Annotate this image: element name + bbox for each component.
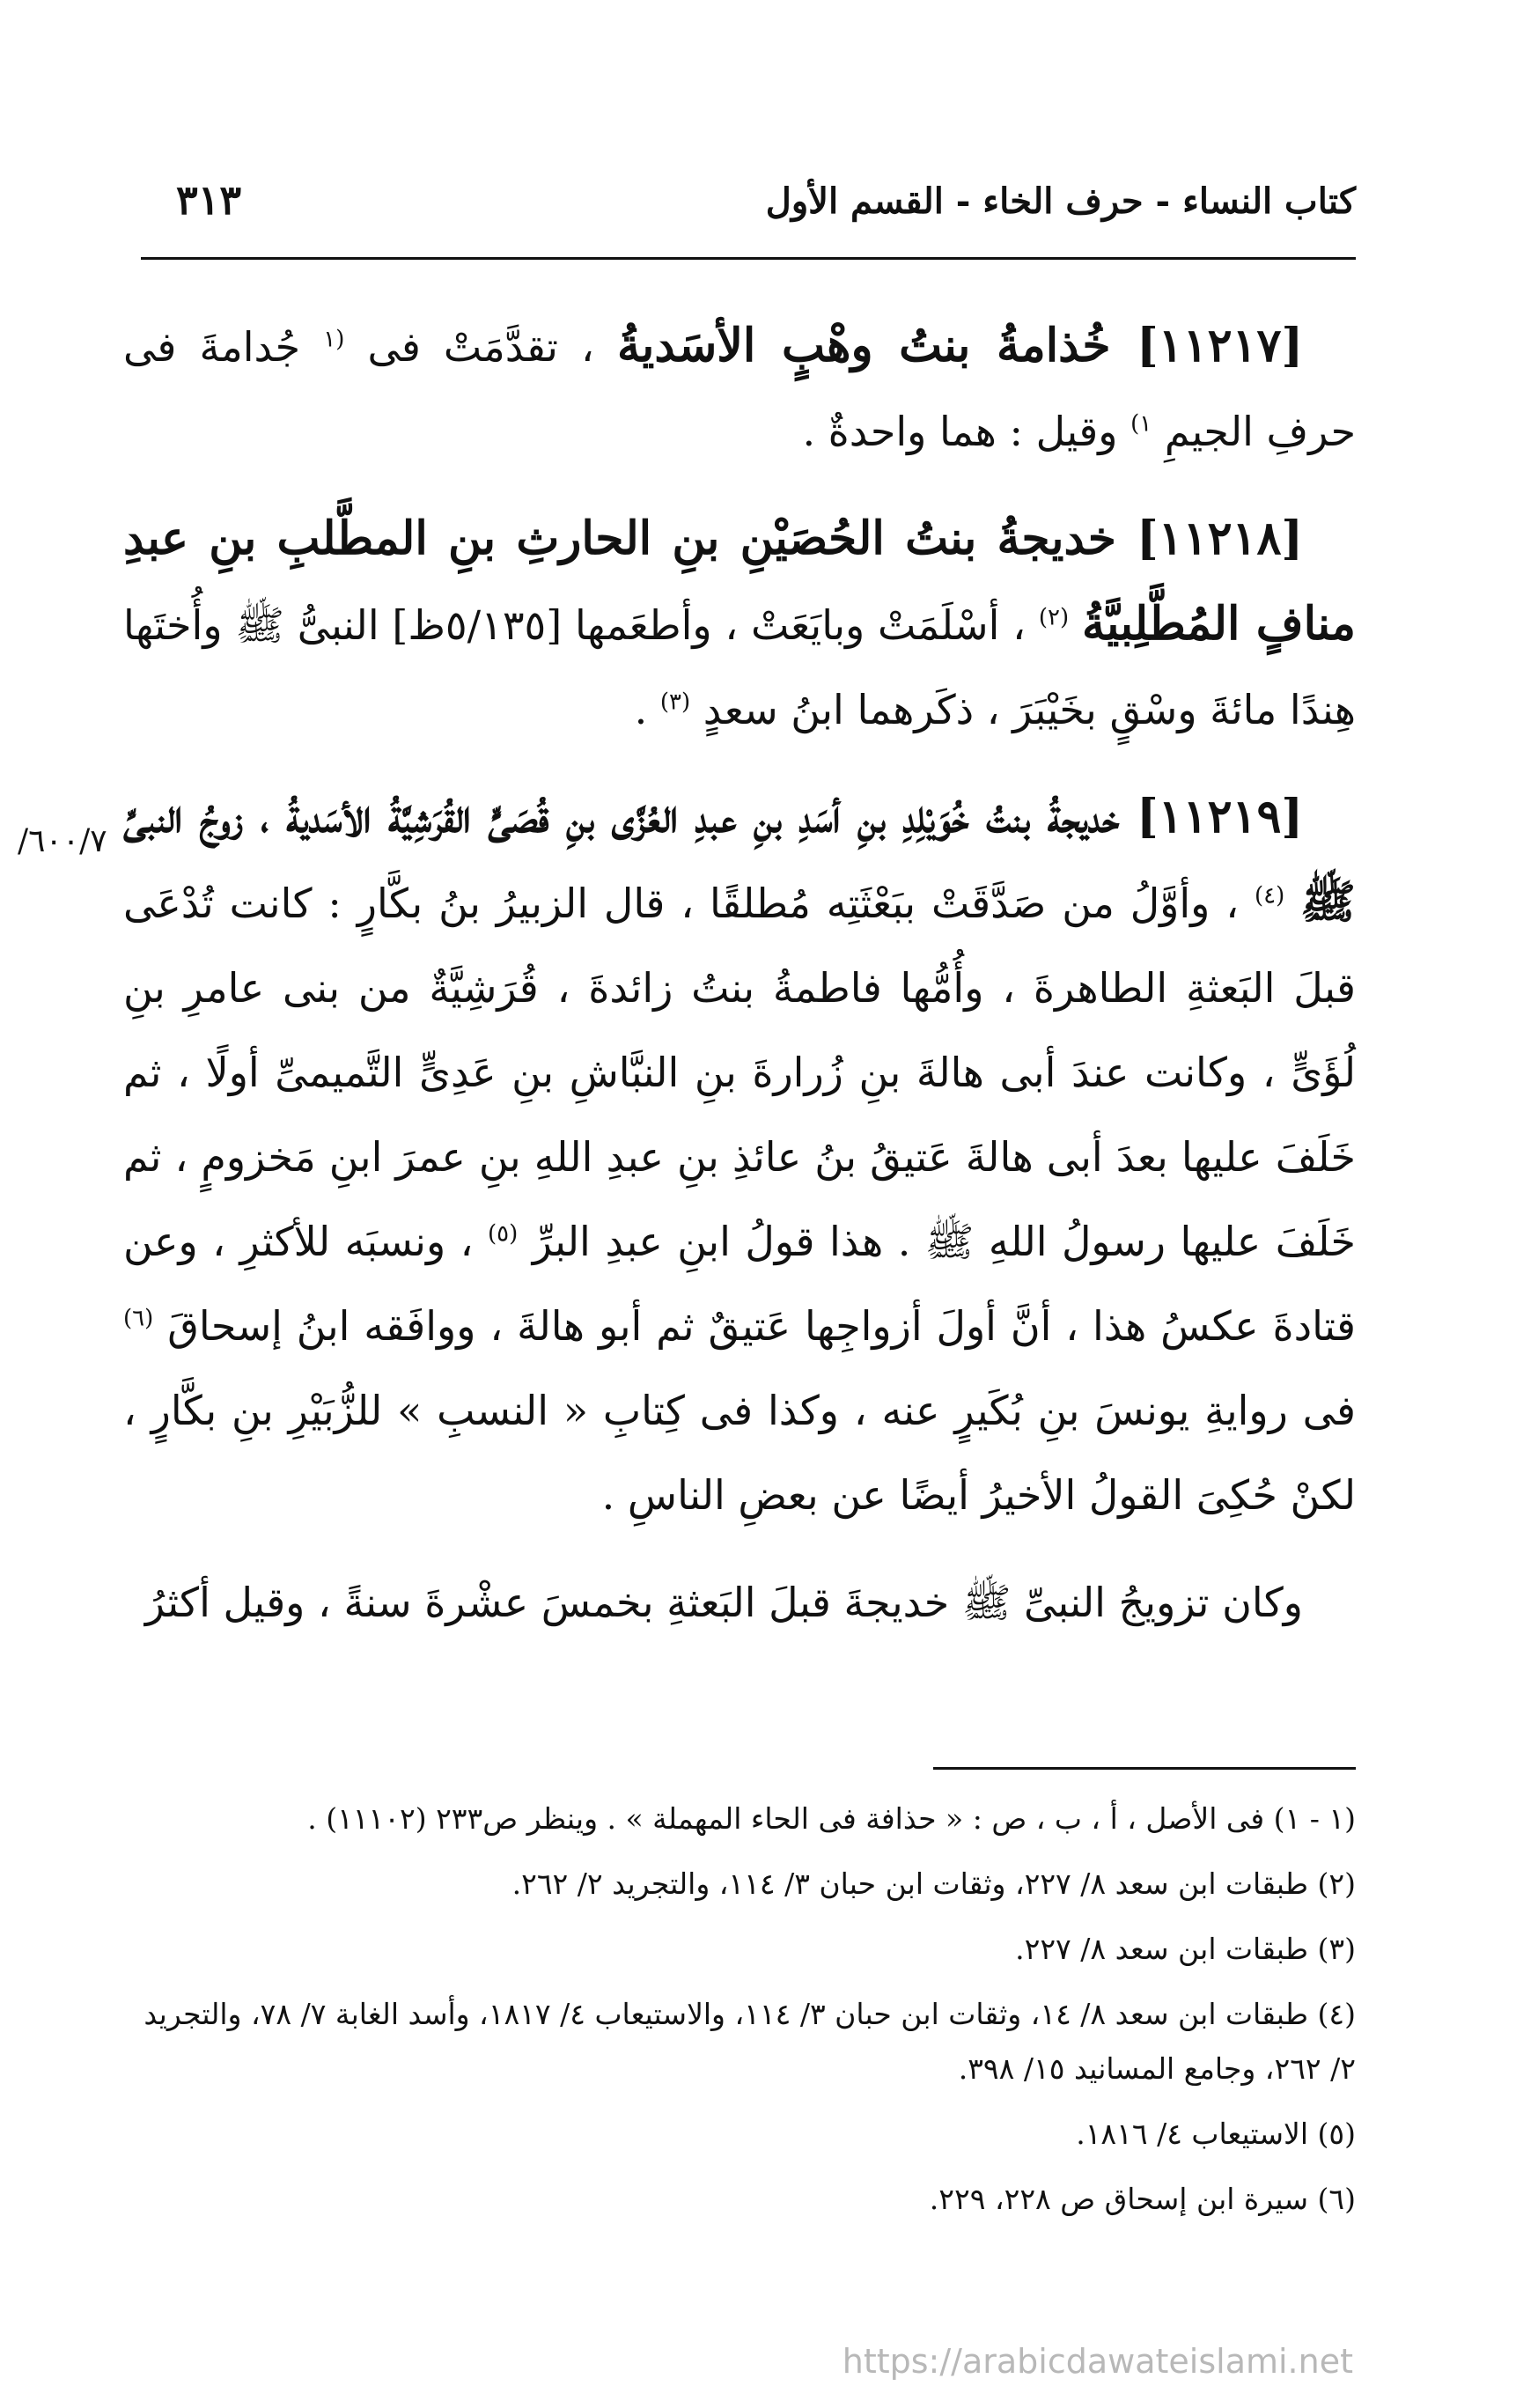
footnote-6: (٦) سيرة ابن إسحاق ص ٢٢٨، ٢٢٩. bbox=[929, 2182, 1356, 2216]
entry-text: ، أسْلَمَتْ وبايَعَتْ ، وأطعَمها [٥/١٣٥ظ] النبىُّ ﷺ وأُختَها هِندًا مائةَ وسْقٍ بخَيْبَرَ ، ذكَرهما ابنُ سعدٍ bbox=[123, 601, 1356, 733]
entry-11218 bbox=[123, 497, 1356, 752]
watermark-url: https://arabicdawateislami.net bbox=[842, 2342, 1353, 2381]
entry-text: وقيل : هما واحدةٌ . bbox=[802, 408, 1118, 455]
footnote-ref: (٢) bbox=[1038, 604, 1070, 631]
footnote-3: (٣) طبقات ابن سعد ٨/ ٢٢٧. bbox=[1015, 1932, 1356, 1966]
entry-text: ، وأوَّلُ من صَدَّقَتْ ببَعْثَتِه مُطلقًا ، قال الزبيرُ بنُ بكَّارٍ : كانت تُدْعَى قبلَ البَعثةِ الطاهرةَ ، وأُمُّها فاطمةُ بنتُ زائدةَ ، قُرَشِيَّةٌ من بنى عامرِ بنِ لُؤَىٍّ ، وكانت عندَ أبى هالةَ بنِ زُرارةَ بنِ النبَّاشِ بنِ عَدِىٍّ التَّميمىِّ أولًا ، ثم خَلَفَ عليها بعدَ أبى هالةَ عَتيقُ بنُ عائذِ بنِ عبدِ اللهِ بنِ عمرَ ابنِ مَخزومٍ ، ثم خَلَفَ عليها رسولُ اللهِ ﷺ . هذا قولُ ابنِ عبدِ البرِّ bbox=[123, 880, 1356, 1265]
footnote-5: (٥) الاستيعاب ٤/ ١٨١٦. bbox=[1076, 2117, 1356, 2151]
footnote-rule bbox=[933, 1767, 1356, 1770]
entry-text: فى روايةِ يونسَ بنِ بُكَيرٍ عنه ، وكذا فى كِتابِ « النسبِ » للزُّبَيْرِ بنِ بكَّارٍ ، لكنْ حُكِىَ القولُ الأخيرُ أيضًا عن بعضِ الناسِ . bbox=[123, 1387, 1356, 1519]
page-header bbox=[176, 172, 1356, 242]
footnote-ref: (٥) bbox=[488, 1220, 519, 1248]
entry-11217 bbox=[123, 304, 1356, 474]
entry-heading: [١١٢١٧] خُذامةُ بنتُ وهْبٍ الأسَديةُ bbox=[617, 319, 1304, 372]
entry-heading: [١١٢١٩] خديجةُ بنتُ خُوَيْلِدِ بنِ أسَدِ بنِ عبدِ العُزَّى بنِ قُصَىٍّ القُرَشِيَّةُ الأسَديةُ ، زوجُ النبىِّ ﷺ bbox=[123, 790, 1356, 929]
entry-text: . bbox=[634, 686, 648, 733]
last-paragraph: وكان تزويجُ النبىِّ ﷺ خديجةَ قبلَ البَعثةِ بخمسَ عشْرةَ سنةً ، وقيل أكثرُ bbox=[144, 1579, 1303, 1626]
entry-heading: [١١٢١٨] خديجةُ بنتُ الحُصَيْنِ بنِ الحارثِ بنِ المطَّلبِ بنِ عبدِ منافٍ المُطَّلِبيَّةُ bbox=[123, 512, 1357, 651]
footnote-ref: (٤) bbox=[1255, 882, 1285, 909]
footnote-ref: (٣) bbox=[659, 689, 691, 716]
footnote-ref: (١ bbox=[323, 326, 345, 353]
footnote-ref: ١) bbox=[1130, 410, 1152, 438]
entry-text: ، تقدَّمَتْ فى bbox=[367, 323, 594, 371]
header-title: كتاب النساء - حرف الخاء - القسم الأول bbox=[765, 180, 1356, 222]
footnote-ref: (٦) bbox=[123, 1305, 154, 1332]
page-number: ٣١٣ bbox=[176, 176, 242, 224]
footnote-2: (٢) طبقات ابن سعد ٨/ ٢٢٧، وثقات ابن حبان ٣/ ١١٤، والتجريد ٢/ ٢٦٢. bbox=[511, 1867, 1356, 1901]
footnotes bbox=[123, 1792, 1356, 2237]
entry-text: ، ونسبَه للأكثرِ ، وعن قتادةَ عكسُ هذا ، أنَّ أولَ أزواجِها عَتيقٌ ثم أبو هالةَ ، ووافَقه ابنُ إسحاقَ bbox=[123, 1218, 1356, 1350]
header-rule bbox=[141, 257, 1356, 260]
main-text bbox=[123, 304, 1356, 1668]
footnote-1: (١ - ١) فى الأصل ، أ ، ب ، ص : « حذافة فى الحاء المهملة » . وينظر ص٢٣٣ (١١١٠٢) . bbox=[307, 1801, 1356, 1836]
entry-11219 bbox=[123, 775, 1356, 1537]
margin-note: ٦٠٠/٧/ bbox=[18, 823, 107, 859]
entry-text: جُدامةَ فى حرفِ الجيمِ bbox=[123, 323, 1356, 455]
footnote-4: (٤) طبقات ابن سعد ٨/ ١٤، وثقات ابن حبان ٣/ ١١٤، والاستيعاب ٤/ ١٨١٧، وأسد الغابة ٧/ ٧٨، والتجريد ٢/ ٢٦٢، وجامع المسانيد ١٥/ ٣٩٨. bbox=[143, 1997, 1356, 2086]
